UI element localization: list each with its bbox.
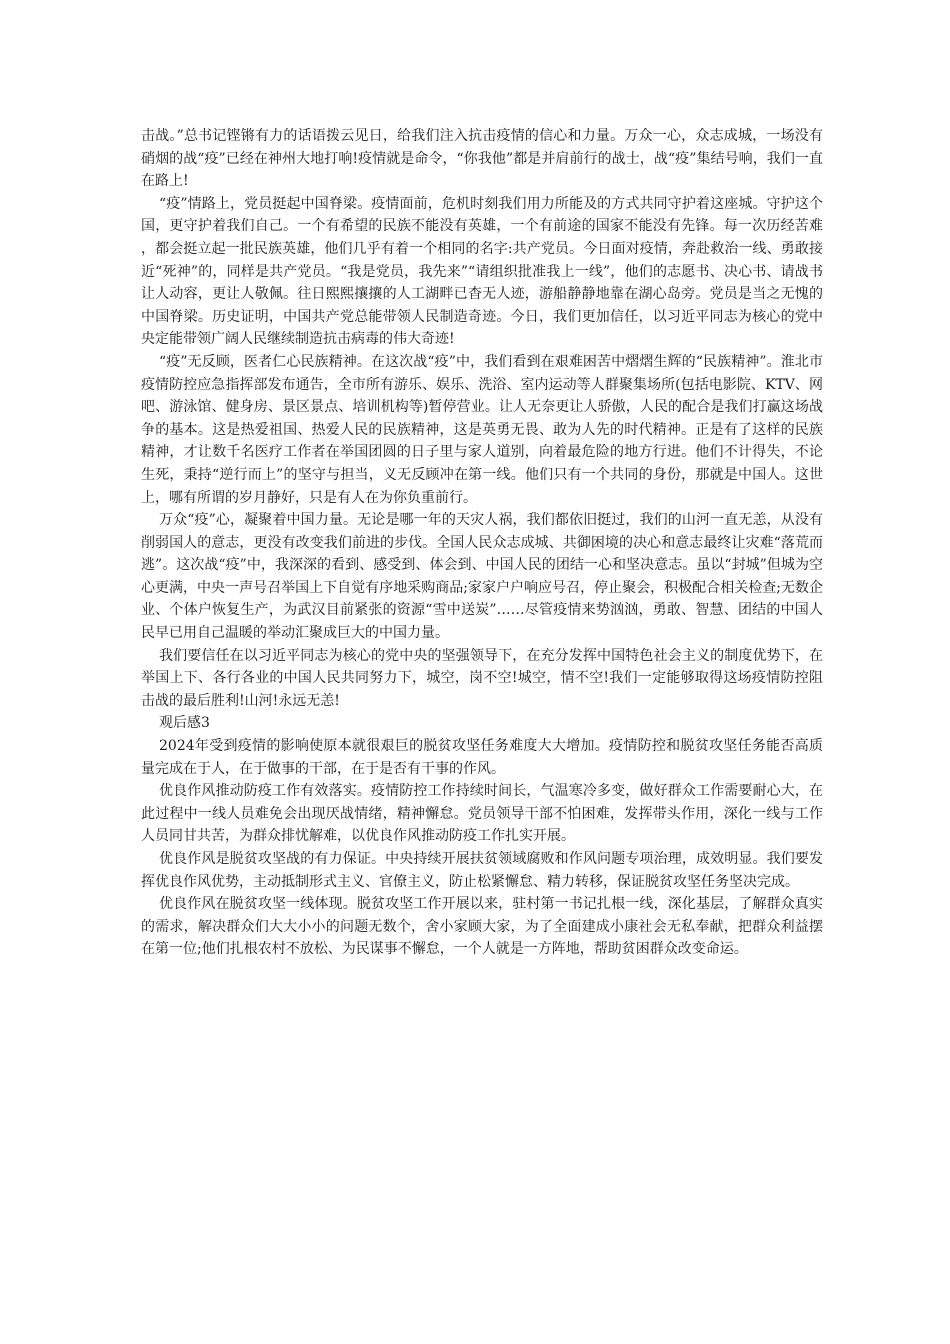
paragraph-1: 击战。”总书记铿锵有力的话语拨云见日，给我们注入抗击疫情的信心和力量。万众一心，众志成城，一场没有硝烟的战“疫”已经在神州大地打响!疫情就是命令，“你我他”都是并肩前行的战士，战“疫”集结号响，我们一直在路上! (141, 128, 823, 190)
paragraph-5: 我们要信任在以习近平同志为核心的党中央的坚强领导下，在充分发挥中国特色社会主义的制度优势下，在举国上下、各行各业的中国人民共同努力下，城空，岗不空!城空，情不空!我们一定能够取得这场疫情防控阻击战的最后胜利!山河!永远无恙! (141, 647, 823, 709)
paragraph-7: 2024年受到疫情的影响使原本就很艰巨的脱贫攻坚任务难度大大增加。疫情防控和脱贫攻坚任务能否高质量完成在于人，在于做事的干部，在于是否有干事的作风。 (141, 738, 823, 777)
paragraph-3: “疫”无反顾，医者仁心民族精神。在这次战“疫”中，我们看到在艰难困苦中熠熠生辉的“民族精神”。淮北市疫情防控应急指挥部发布通告，全市所有游乐、娱乐、洗浴、室内运动等人群聚集场所(包括电影院、KTV、网吧、游泳馆、健身房、景区景点、培训机构等)暂停营业。让人无奈更让人骄傲，人民的配合是我们打赢这场战争的基本。这是热爱祖国、热爱人民的民族精神，这是英勇无畏、敢为人先的时代精神。正是有了这样的民族精神，才让数千名医疗工作者在举国团圆的日子里与家人道别，向着最危险的地方行进。他们不计得失，不论生死，秉持“逆行而上”的坚守与担当，义无反顾冲在第一线。他们只有一个共同的身份，那就是中国人。这世上，哪有所谓的岁月静好，只是有人在为你负重前行。 (141, 353, 823, 506)
section-heading: 观后感3 (159, 715, 210, 732)
paragraph-9: 优良作风是脱贫攻坚战的有力保证。中央持续开展扶贫领域腐败和作风问题专项治理，成效明显。我们要发挥优良作风优势，主动抵制形式主义、官僚主义，防止松紧懈怠、精力转移，保证脱贫攻坚任务坚决完成。 (141, 851, 823, 890)
document-page (141, 125, 823, 961)
paragraph-8: 优良作风推动防疫工作有效落实。疫情防控工作持续时间长，气温寒冷多变，做好群众工作需要耐心大，在此过程中一线人员难免会出现厌战情绪，精神懈怠。党员领导干部不怕困难，发挥带头作用，深化一线与工作人员同甘共苦，为群众排忧解难，以优良作风推动防疫工作扎实开展。 (141, 783, 823, 845)
paragraph-2: “疫”情路上，党员挺起中国脊梁。疫情面前，危机时刻我们用力所能及的方式共同守护着这座城。守护这个国，更守护着我们自己。一个有希望的民族不能没有英雄，一个有前途的国家不能没有先锋。每一次历经苦难，都会挺立起一批民族英雄，他们几乎有着一个相同的名字:共产党员。今日面对疫情，奔赴救治一线、勇敢接近“死神”的，同样是共产党员。“我是党员，我先来”“请组织批准我上一线”，他们的志愿书、决心书、请战书让人动容，更让人敬佩。往日熙熙攘攘的人工湖畔已杳无人迹，游船静静地靠在湖心岛旁。党员是当之无愧的中国脊梁。历史证明，中国共产党总能带领人民制造奇迹。今日，我们更加信任，以习近平同志为核心的党中央定能带领广阔人民继续制造抗击病毒的伟大奇迹! (141, 195, 823, 348)
paragraph-4: 万众“疫”心，凝聚着中国力量。无论是哪一年的天灾人祸，我们都依旧挺过，我们的山河一直无恙，从没有削弱国人的意志，更没有改变我们前进的步伐。全国人民众志成城、共御困境的决心和意志最终让灾难“落荒而逃”。这次战“疫”中，我深深的看到、感受到、体会到、中国人民的团结一心和坚决意志。虽以“封城”但城为空心更满，中央一声号召举国上下自觉有序地采购商品;家家户户响应号召，停止聚会，积极配合相关检查;无数企业、个体户恢复生产，为武汉目前紧张的资源“雪中送炭”……尽管疫情来势汹汹，勇敢、智慧、团结的中国人民早已用自己温暖的举动汇聚成巨大的中国力量。 (141, 512, 823, 642)
paragraph-10: 优良作风在脱贫攻坚一线体现。脱贫攻坚工作开展以来，驻村第一书记扎根一线，深化基层，了解群众真实的需求，解决群众们大大小小的问题无数个，舍小家顾大家，为了全面建成小康社会无私奉献，把群众利益摆在第一位;他们扎根农村不放松、为民谋事不懈怠，一个人就是一方阵地，帮助贫困群众改变命运。 (141, 896, 823, 958)
